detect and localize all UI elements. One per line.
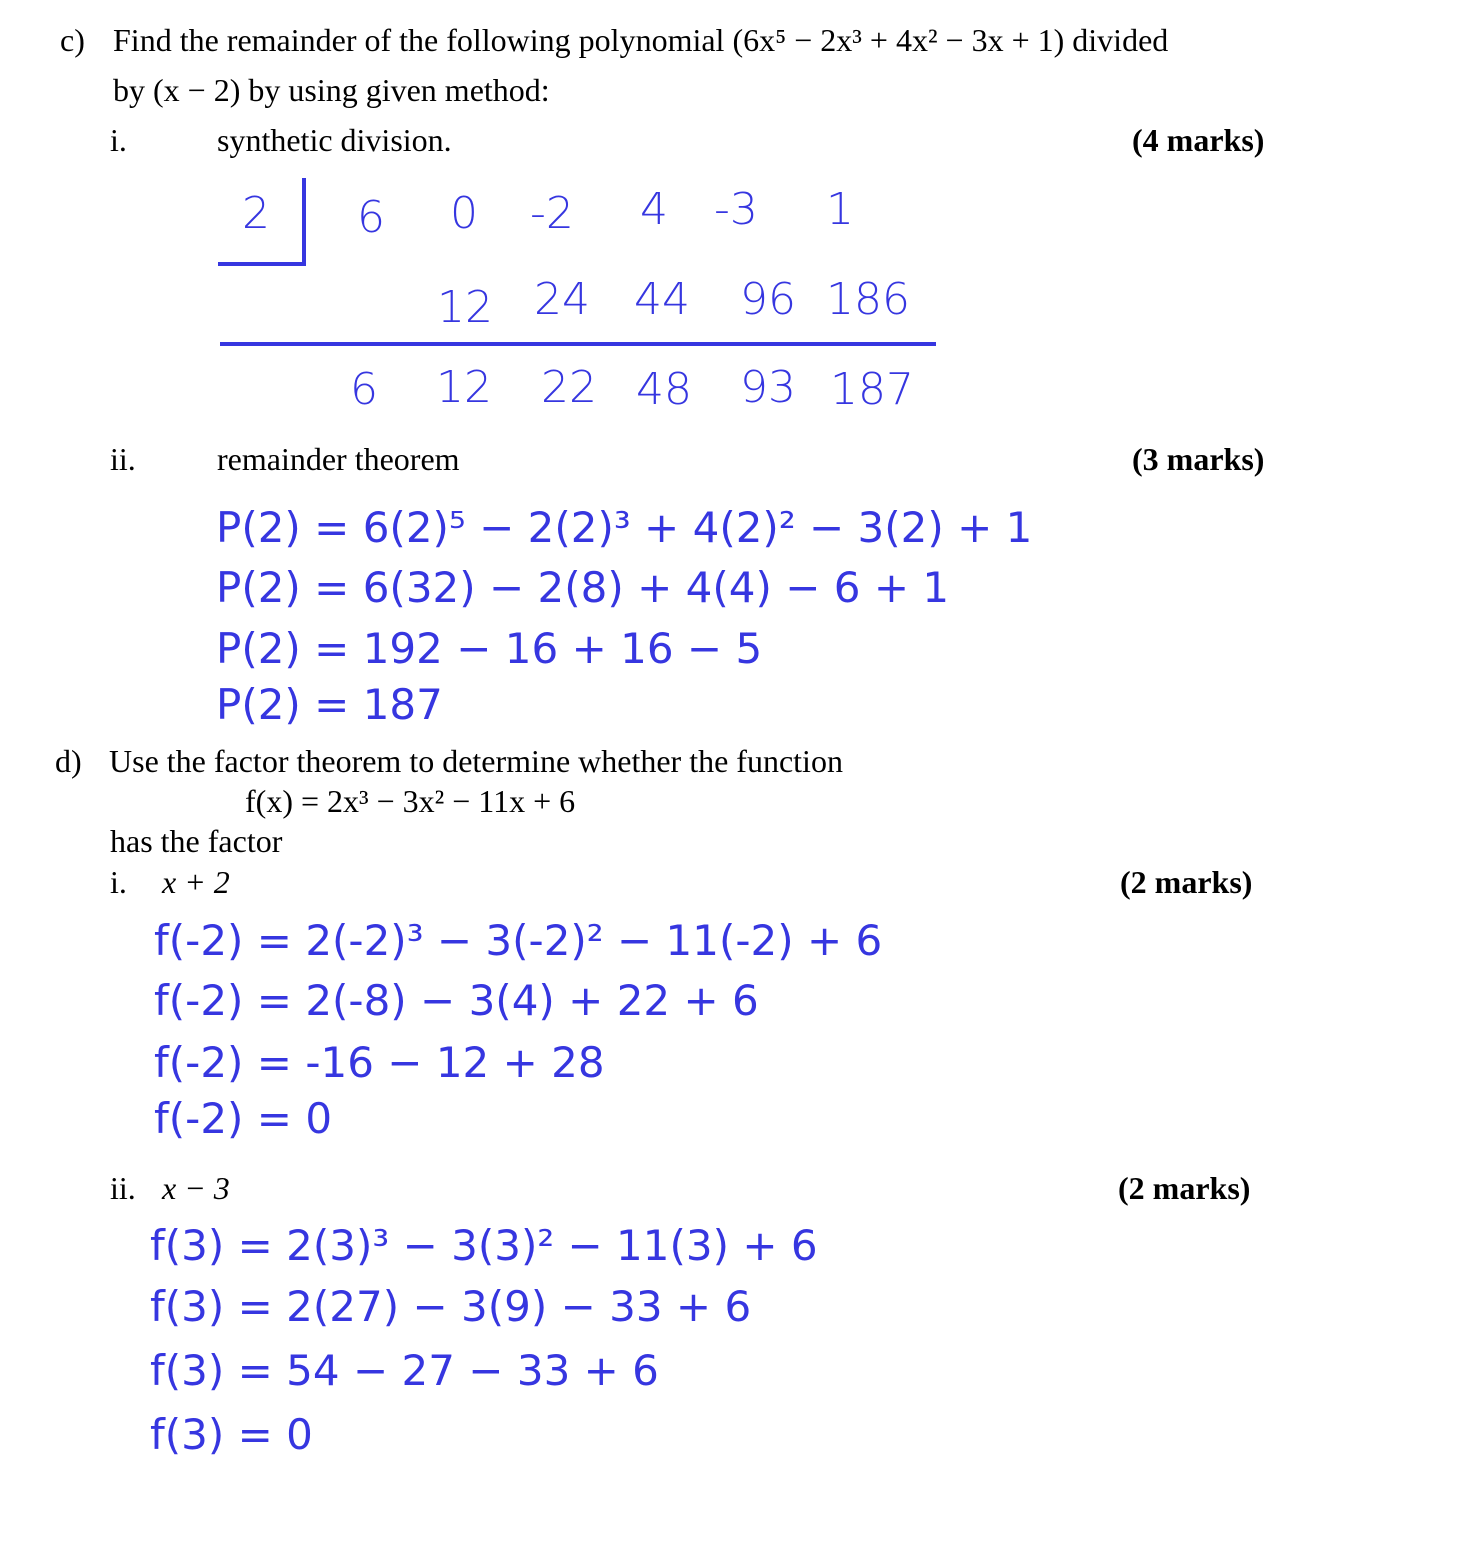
d-sub-ii-label: ii. bbox=[110, 1170, 136, 1206]
working-line: f(-2) = 2(-8) − 3(4) + 22 + 6 bbox=[154, 976, 759, 1025]
d-sub-i-label: i. bbox=[110, 864, 127, 900]
coefficient: 6 bbox=[357, 192, 385, 243]
working-line: f(-2) = 2(-2)³ − 3(-2)² − 11(-2) + 6 bbox=[154, 916, 883, 965]
d-sub-ii-marks: (2 marks) bbox=[1118, 1170, 1251, 1206]
coefficient: -2 bbox=[530, 188, 574, 239]
coefficient: 0 bbox=[450, 188, 478, 239]
result: 6 bbox=[350, 364, 378, 415]
product: 44 bbox=[634, 274, 690, 325]
working-line: f(3) = 2(27) − 3(9) − 33 + 6 bbox=[150, 1282, 752, 1331]
working-line: P(2) = 187 bbox=[216, 680, 443, 729]
part-d-function: f(x) = 2x³ − 3x² − 11x + 6 bbox=[245, 783, 576, 819]
part-c-label: c) bbox=[60, 22, 85, 58]
part-c-question-line2: by (x − 2) by using given method: bbox=[113, 72, 550, 108]
working-line: f(3) = 0 bbox=[150, 1410, 313, 1459]
sub-ii-label: ii. bbox=[110, 441, 136, 477]
divisor-bracket-horizontal bbox=[218, 262, 306, 266]
working-line: f(3) = 54 − 27 − 33 + 6 bbox=[150, 1346, 659, 1395]
divisor-bracket-vertical bbox=[302, 178, 306, 266]
divisor: 2 bbox=[242, 188, 270, 239]
part-d-question-line1: Use the factor theorem to determine whether the function bbox=[109, 743, 843, 779]
product: 186 bbox=[826, 274, 910, 325]
part-d-label: d) bbox=[55, 743, 82, 779]
product: 24 bbox=[534, 274, 590, 325]
result-remainder: 187 bbox=[830, 364, 914, 415]
d-sub-i-marks: (2 marks) bbox=[1120, 864, 1253, 900]
d-sub-ii-text: x − 3 bbox=[162, 1170, 230, 1206]
sub-ii-marks: (3 marks) bbox=[1132, 441, 1265, 477]
result: 12 bbox=[436, 362, 492, 413]
result: 48 bbox=[636, 364, 692, 415]
product: 96 bbox=[740, 274, 796, 325]
product: 12 bbox=[437, 282, 493, 333]
sum-line bbox=[220, 342, 936, 346]
coefficient: 1 bbox=[826, 184, 854, 235]
working-line: P(2) = 6(2)⁵ − 2(2)³ + 4(2)² − 3(2) + 1 bbox=[216, 503, 1033, 552]
result-remainder: 93 bbox=[740, 362, 796, 413]
part-c-question-line1: Find the remainder of the following polynomial (6x⁵ − 2x³ + 4x² − 3x + 1) divided bbox=[113, 22, 1169, 58]
coefficient: 4 bbox=[640, 184, 668, 235]
d-sub-i-text: x + 2 bbox=[162, 864, 230, 900]
sub-i-marks: (4 marks) bbox=[1132, 122, 1265, 158]
coefficient: -3 bbox=[714, 184, 758, 235]
working-line: f(-2) = -16 − 12 + 28 bbox=[154, 1038, 605, 1087]
working-line: f(3) = 2(3)³ − 3(3)² − 11(3) + 6 bbox=[150, 1221, 818, 1270]
sub-i-text: synthetic division. bbox=[217, 122, 452, 158]
working-line: P(2) = 192 − 16 + 16 − 5 bbox=[216, 624, 763, 673]
working-line: f(-2) = 0 bbox=[154, 1094, 333, 1143]
result: 22 bbox=[541, 362, 597, 413]
sub-ii-text: remainder theorem bbox=[217, 441, 460, 477]
sub-i-label: i. bbox=[110, 122, 127, 158]
working-line: P(2) = 6(32) − 2(8) + 4(4) − 6 + 1 bbox=[216, 563, 950, 612]
part-d-question-line3: has the factor bbox=[110, 823, 283, 859]
